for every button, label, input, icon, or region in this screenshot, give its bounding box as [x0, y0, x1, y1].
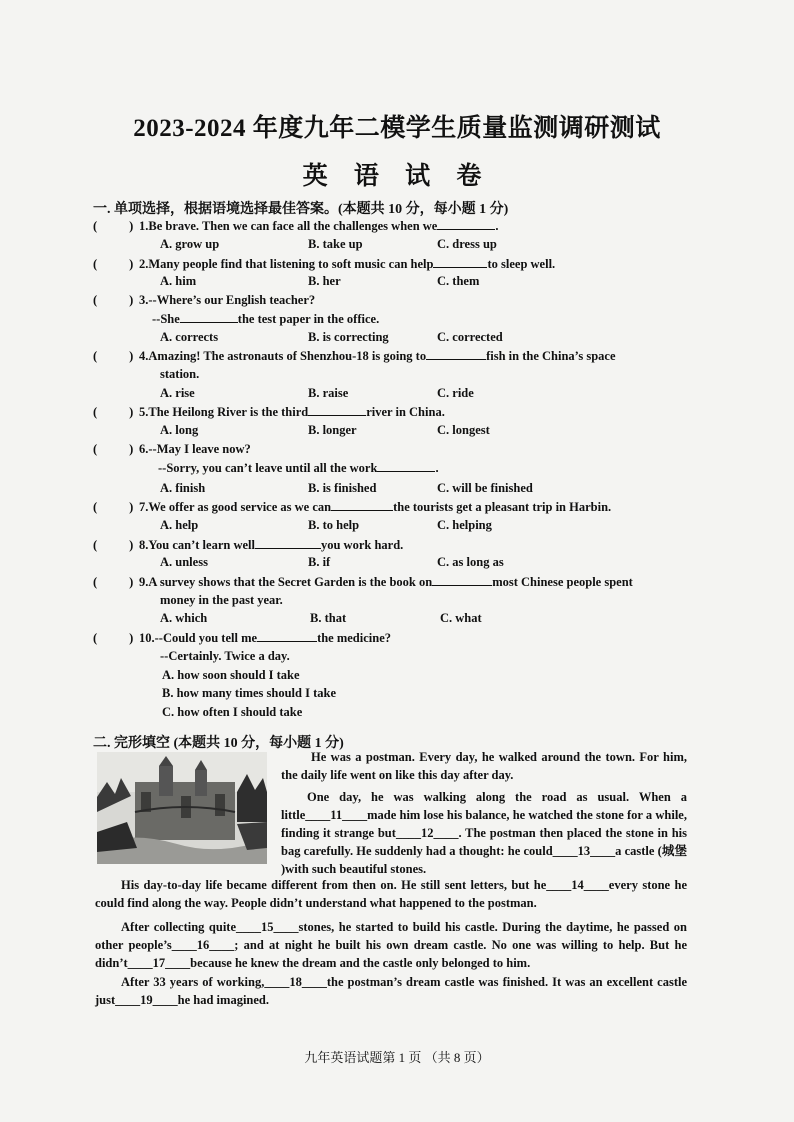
- option-c: C. dress up: [437, 237, 497, 251]
- answer-blank: [426, 348, 486, 360]
- passage-paragraph-4: After collecting quite____15____stones, he started to build his castle. During the daytime, he passed on other people’s____16____; and at night he built his own dream castle. No one was willing to help. But he didn’t____17____because he knew the dream and the castle only belonged to him.: [95, 920, 687, 970]
- question-9: ( ) 9.A survey shows that the Secret Garden is the book on most Chinese people spent: [93, 575, 633, 589]
- question-6: ( ) 6.--May I leave now?: [93, 442, 251, 456]
- option-a: A. unless: [160, 555, 208, 569]
- question-3-line2: --She the test paper in the office.: [152, 312, 380, 326]
- question-8: ( ) 8.You can’t learn well you work hard.: [93, 538, 404, 552]
- option-c: C. ride: [437, 386, 474, 400]
- blank-15: 15: [261, 920, 274, 934]
- option-c: C. how often I should take: [162, 705, 303, 719]
- question-5: ( ) 5.The Heilong River is the third river in China.: [93, 405, 445, 419]
- option-a: A. finish: [160, 481, 206, 495]
- option-c: C. what: [440, 611, 482, 625]
- option-b: B. her: [308, 274, 341, 288]
- option-b: B. is correcting: [308, 330, 389, 344]
- passage-paragraph-2: One day, he was walking along the road as usual. When a little____11____made him lose his balance, he watched the stone for a while, finding it strange but____12____. The postman then placed the stone in his bag carefully. He suddenly had a thought: he could____13____a castle (城堡 )with such beautiful stones.: [281, 790, 687, 876]
- blank-14: 14: [571, 878, 584, 892]
- answer-blank: [255, 537, 321, 549]
- passage-paragraph-1: He was a postman. Every day, he walked around the town. For him, the daily life went on like this day after day.: [281, 750, 687, 782]
- option-b: B. is finished: [308, 481, 377, 495]
- option-a: A. grow up: [160, 237, 220, 251]
- option-b: B. longer: [308, 423, 357, 437]
- question-4: ( ) 4.Amazing! The astronauts of Shenzhou-18 is going to fish in the China’s space: [93, 349, 616, 363]
- exam-subtitle: 英 语 试 卷: [302, 163, 492, 190]
- answer-blank: [308, 404, 366, 416]
- option-a: A. how soon should I take: [162, 668, 300, 682]
- blank-17: 17: [152, 956, 166, 970]
- answer-blank: [377, 460, 435, 472]
- option-a: A. which: [160, 611, 208, 625]
- option-a: A. corrects: [160, 330, 219, 344]
- question-2: ( ) 2.Many people find that listening to soft music can help to sleep well.: [93, 257, 556, 271]
- blank-11: 11: [330, 808, 343, 822]
- exam-title: 2023-2024 年度九年二模学生质量监测调研测试: [133, 115, 661, 142]
- option-b: B. take up: [308, 237, 363, 251]
- blank-16: 16: [196, 938, 210, 952]
- answer-blank: [257, 630, 317, 642]
- option-c: C. them: [437, 274, 480, 288]
- question-10: ( ) 10.--Could you tell me the medicine?: [93, 631, 392, 645]
- question-6-line2: --Sorry, you can’t leave until all the work .: [158, 461, 439, 475]
- option-c: C. as long as: [437, 555, 504, 569]
- answer-blank: [437, 218, 495, 230]
- answer-blank: [180, 311, 238, 323]
- option-c: C. will be finished: [437, 481, 533, 495]
- blank-13: 13: [577, 844, 591, 858]
- page-footer: 九年英语试题第 1 页 （共 8 页）: [304, 1050, 490, 1065]
- option-b: B. raise: [308, 386, 349, 400]
- passage-paragraph-3: His day-to-day life became different from then on. He still sent letters, but he____14____every stone he could find along the way. People didn’t understand what happened to the postman.: [95, 878, 687, 910]
- option-a: A. him: [160, 274, 197, 288]
- option-c: C. helping: [437, 518, 492, 532]
- option-c: C. corrected: [437, 330, 503, 344]
- option-b: B. that: [310, 611, 347, 625]
- question-4-line2: station.: [160, 367, 200, 381]
- answer-blank: [432, 574, 492, 586]
- answer-blank: [433, 256, 487, 268]
- castle-picture: [97, 752, 267, 864]
- option-b: B. how many times should I take: [162, 686, 336, 700]
- question-9-line2: money in the past year.: [160, 593, 283, 607]
- question-10-line2: --Certainly. Twice a day.: [160, 649, 290, 663]
- question-3: ( ) 3.--Where’s our English teacher?: [93, 293, 316, 307]
- question-1: ( ) 1.Be brave. Then we can face all the challenges when we .: [93, 219, 499, 233]
- answer-blank: [331, 499, 393, 511]
- option-a: A. long: [160, 423, 199, 437]
- option-a: A. help: [160, 518, 199, 532]
- option-c: C. longest: [437, 423, 490, 437]
- blank-19: 19: [140, 993, 153, 1007]
- option-b: B. if: [308, 555, 331, 569]
- section1-heading: 一. 单项选择，根据语境选择最佳答案。(本题共 10 分，每小题 1 分): [93, 202, 509, 217]
- section2-heading: 二. 完形填空 (本题共 10 分，每小题 1 分): [93, 736, 344, 751]
- question-7: ( ) 7.We offer as good service as we can the tourists get a pleasant trip in Harbin.: [93, 500, 612, 514]
- option-b: B. to help: [308, 518, 360, 532]
- blank-18: 18: [289, 975, 302, 989]
- blank-12: 12: [420, 826, 434, 840]
- passage-paragraph-5: After 33 years of working,____18____the postman’s dream castle was finished. It was an excellent castle just____19____he had imagined.: [95, 975, 687, 1007]
- option-a: A. rise: [160, 386, 195, 400]
